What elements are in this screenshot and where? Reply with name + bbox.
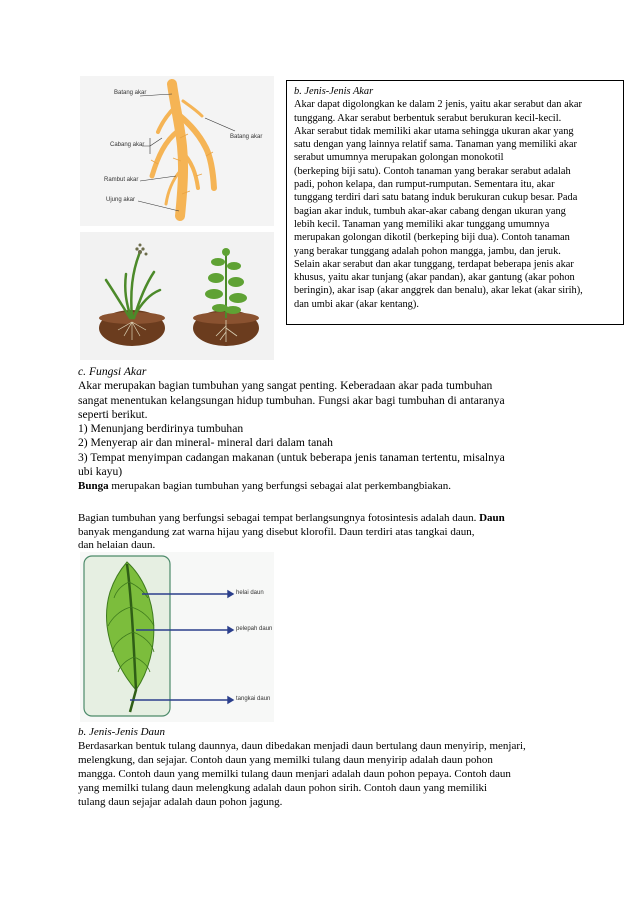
- daun-intro-line-3: dan helaian daun.: [78, 539, 156, 551]
- daun-intro: [78, 512, 568, 553]
- fungsi-akar-section: [78, 365, 568, 494]
- jenis-akar-line: yang berakar tunggang adalah pohon mangga, jambu, dan jeruk.: [294, 245, 561, 257]
- jenis-akar-line: serabut umumnya merupakan golongan monokotil: [294, 152, 504, 164]
- jenis-daun-heading: b. Jenis-Jenis Daun: [78, 726, 166, 738]
- jenis-akar-line: lebih kecil. Tanaman yang memiliki akar tunggang umumnya: [294, 218, 550, 230]
- jenis-daun-line: Berdasarkan bentuk tulang daunnya, daun dibedakan menjadi daun bertulang daun menyirip, menjari,: [78, 740, 526, 752]
- fungsi-line: seperti berikut.: [78, 407, 148, 421]
- fungsi-line: Akar merupakan bagian tumbuhan yang sangat penting. Keberadaan akar pada tumbuhan: [78, 379, 493, 393]
- jenis-akar-line: (berkeping biji satu). Contoh tanaman yang berakar serabut adalah: [294, 165, 571, 177]
- label-rambut-akar: Rambut akar: [104, 177, 139, 183]
- jenis-daun-line: melengkung, dan sejajar. Contoh daun yang memilki tulang daun menyirip adalah daun pohon: [78, 754, 493, 766]
- daun-bold: Daun: [479, 512, 505, 524]
- jenis-daun-line: tulang daun sejajar adalah daun pohon jagung.: [78, 796, 283, 808]
- fungsi-line: 1) Menunjang berdirinya tumbuhan: [78, 422, 244, 436]
- label-cabang-akar: Cabang akar: [110, 142, 145, 148]
- daun-intro-line-2: banyak mengandung zat warna hijau yang disebut klorofil. Daun terdiri atas tangkai daun,: [78, 525, 475, 538]
- jenis-akar-line: satu dengan yang lainnya relatif sama. Tanaman yang memiliki akar: [294, 139, 577, 151]
- jenis-akar-line: bagian akar induk, tumbuh akar-akar cabang dengan ukuran yang: [294, 205, 566, 217]
- jenis-akar-box: [286, 80, 624, 325]
- jenis-daun-line: mangga. Contoh daun yang memilki tulang daun menjari adalah daun pohon pepaya. Contoh daun: [78, 768, 511, 780]
- daun-intro-text: Bagian tumbuhan yang berfungsi sebagai tempat berlangsungnya fotosintesis adalah daun.: [78, 512, 480, 524]
- label-ujung-akar: Ujung akar: [106, 197, 136, 203]
- jenis-akar-line: Akar serabut tidak memiliki akar utama sehingga ukuran akar yang: [294, 125, 574, 137]
- fungsi-line: 3) Tempat menyimpan cadangan makanan (untuk beberapa jenis tanaman tertentu, misalnya: [78, 450, 505, 464]
- bunga-bold: Bunga: [78, 480, 109, 493]
- fungsi-line: 2) Menyerap air dan mineral- mineral dari dalam tanah: [78, 436, 333, 450]
- bunga-rest: merupakan bagian tumbuhan yang berfungsi sebagai alat perkembangbiakan.: [108, 480, 451, 493]
- bunga-line: [78, 479, 568, 493]
- fungsi-line: sangat menentukan kelangsungan hidup tumbuhan. Fungsi akar bagi tumbuhan di antaranya: [78, 393, 505, 407]
- jenis-akar-title: b. Jenis-Jenis Akar: [294, 86, 374, 97]
- fungsi-line: ubi kayu): [78, 465, 123, 479]
- label-batang-akar-left: Batang akar: [114, 90, 147, 96]
- label-pelepah-daun: pelepah daun: [236, 626, 273, 632]
- label-helai-daun: helai daun: [236, 590, 264, 596]
- jenis-akar-line: khusus, yaitu akar tunjang (akar pandan), akar gantung (akar pohon: [294, 272, 575, 284]
- jenis-akar-line: dan umbi akar (akar kentang).: [294, 298, 419, 310]
- jenis-daun-section: [78, 725, 568, 809]
- jenis-akar-line: merupakan golongan dikotil (berkeping biji dua). Contoh tanaman: [294, 232, 570, 244]
- fungsi-akar-heading: c. Fungsi Akar: [78, 365, 147, 378]
- jenis-akar-line: tunggang. Akar serabut berbentuk serabut berukuran kecil-kecil.: [294, 112, 562, 124]
- jenis-akar-line: Akar dapat digolongkan ke dalam 2 jenis, yaitu akar serabut dan akar: [294, 99, 582, 111]
- label-batang-akar-right: Batang akar: [230, 134, 263, 140]
- daun-intro-line-1: [78, 512, 568, 526]
- plants-root-types-figure: [80, 232, 274, 360]
- jenis-akar-line: padi, pohon kelapa, dan rumput-rumputan. Sementara itu, akar: [294, 179, 555, 191]
- jenis-akar-line: beringin), akar isap (akar anggrek dan benalu), akar lekat (akar sirih),: [294, 285, 583, 297]
- jenis-akar-line: tunggang terdiri dari satu batang induk berukuran cukup besar. Pada: [294, 192, 578, 204]
- jenis-daun-line: yang memilki tulang daun melengkung adalah daun pohon sirih. Contoh daun yang memiliki: [78, 782, 488, 794]
- label-tangkai-daun: tangkai daun: [236, 696, 271, 702]
- plants-illustration: [80, 232, 274, 360]
- root-structure-figure: [80, 76, 274, 226]
- root-diagram: [80, 76, 274, 226]
- jenis-akar-line: Selain akar serabut dan akar tunggang, terdapat beberapa jenis akar: [294, 258, 574, 270]
- leaf-structure-figure: [80, 552, 274, 722]
